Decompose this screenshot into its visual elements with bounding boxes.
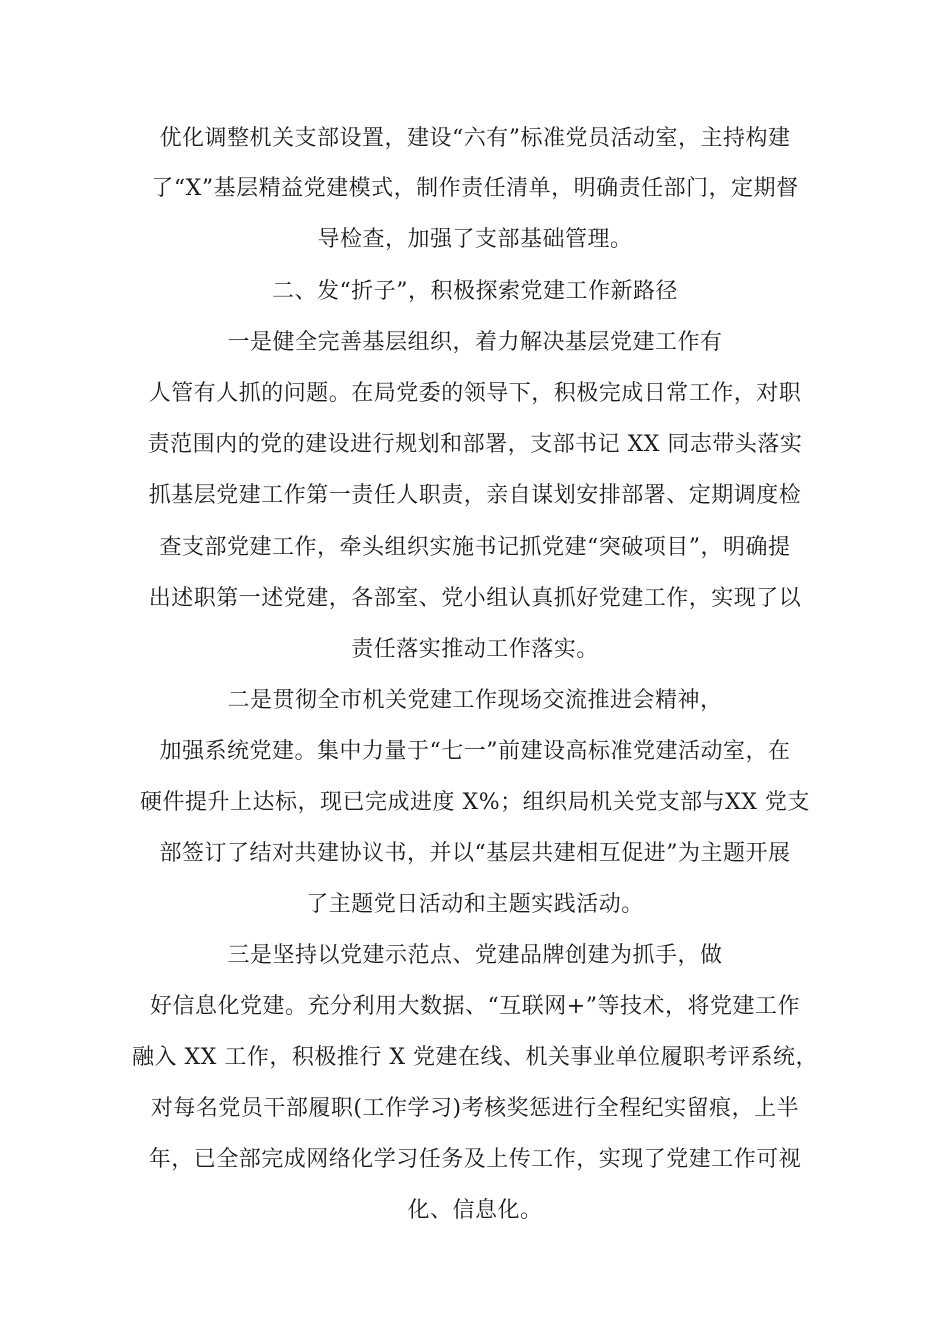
- text-line: 了“X”基层精益党建模式，制作责任清单，明确责任部门，定期督: [151, 176, 799, 201]
- text-line: 出述职第一述党建，各部室、党小组认真抓好党建工作，实现了以: [148, 586, 802, 611]
- text-line: 硬件提升上达标，现已完成进度 X%；组织局机关党支部与XX 党支: [140, 790, 810, 815]
- text-line: 人管有人抓的问题。在局党委的领导下，积极完成日常工作，对职: [148, 381, 802, 406]
- text-line: 优化调整机关支部设置，建设“六有”标准党员活动室，主持构建: [159, 126, 791, 151]
- text-line: 融入 XX 工作，积极推行 X 党建在线、机关事业单位履职考评系统，: [132, 1045, 818, 1070]
- text-line: 化、信息化。: [407, 1198, 543, 1223]
- text-line: 导检查，加强了支部基础管理。: [317, 227, 633, 252]
- section-heading: 二、发“折子”，积极探索党建工作新路径: [272, 279, 678, 304]
- text-line: 责范围内的党的建设进行规划和部署，支部书记 XX 同志带头落实: [147, 432, 803, 457]
- text-line: 一是健全完善基层组织，着力解决基层党建工作有: [227, 330, 723, 355]
- text-line: 了主题党日活动和主题实践活动。: [306, 892, 644, 917]
- text-line: 加强系统党建。集中力量于“七一”前建设高标准党建活动室，在: [159, 739, 791, 764]
- text-line: 三是坚持以党建示范点、党建品牌创建为抓手，做: [227, 943, 723, 968]
- text-line: 对每名党员干部履职(工作学习)考核奖惩进行全程纪实留痕，上半: [150, 1096, 800, 1121]
- text-line: 抓基层党建工作第一责任人职责，亲自谋划安排部署、定期调度检: [148, 483, 802, 508]
- text-line: 责任落实推动工作落实。: [351, 637, 599, 662]
- text-line: 二是贯彻全市机关党建工作现场交流推进会精神，: [227, 688, 723, 713]
- text-line: 好信息化党建。充分利用大数据、“互联网+”等技术，将党建工作: [150, 994, 800, 1019]
- text-line: 查支部党建工作，牵头组织实施书记抓党建“突破项目”，明确提: [159, 535, 791, 560]
- text-line: 部签订了结对共建协议书，并以“基层共建相互促进”为主题开展: [159, 841, 791, 866]
- text-line: 年，已全部完成网络化学习任务及上传工作，实现了党建工作可视: [148, 1147, 802, 1172]
